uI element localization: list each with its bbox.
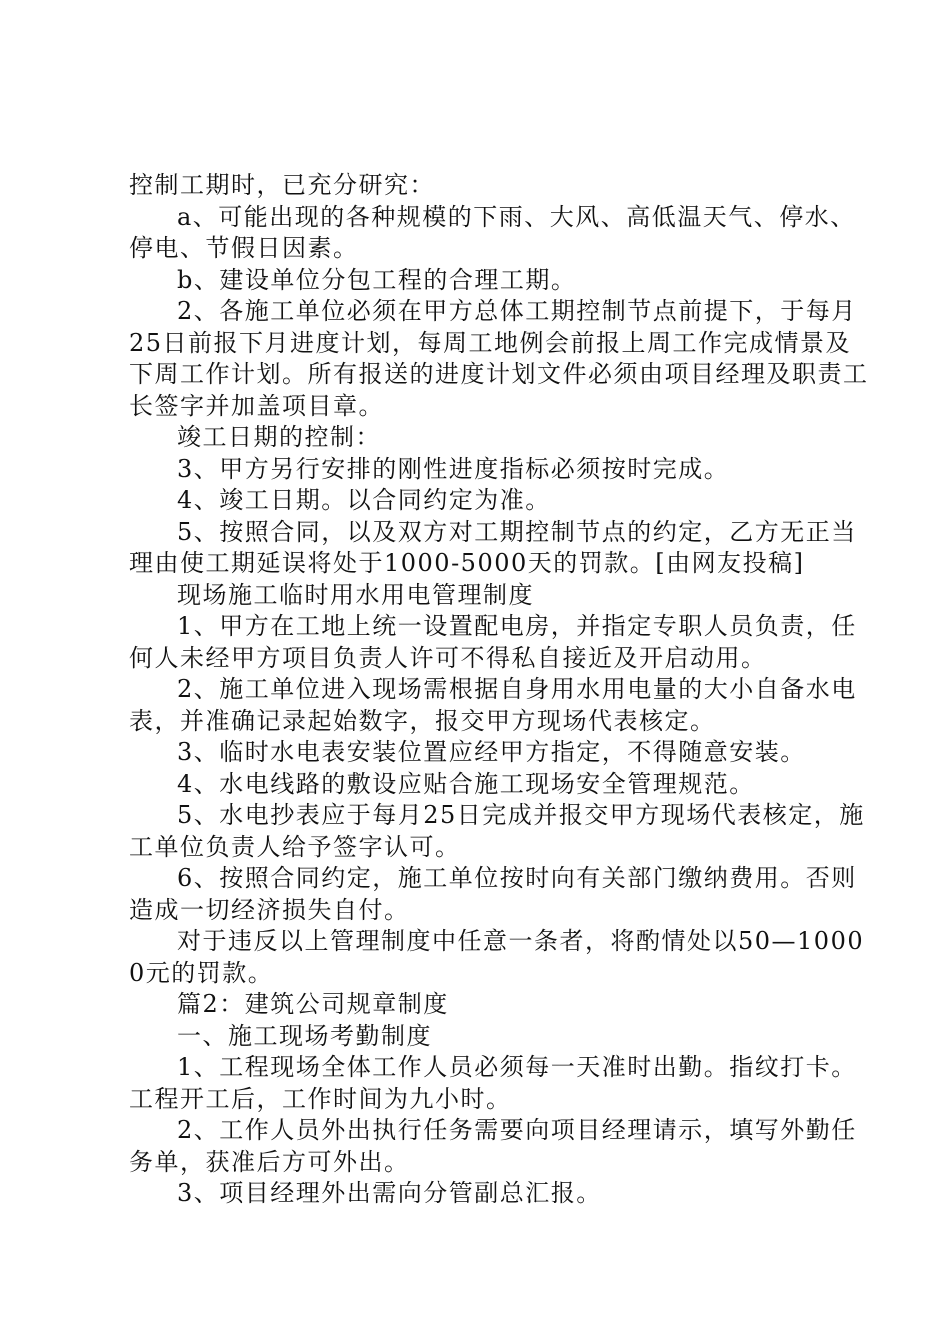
section-heading: 一、施工现场考勤制度 (177, 1021, 432, 1050)
paragraph: 5、按照合同，以及双方对工期控制节点的约定，乙方无正当理由使工期延误将处于1000-5000天的罚款。[由网友投稿] (129, 517, 857, 577)
paragraph: 2、工作人员外出执行任务需要向项目经理请示，填写外勤任务单，获准后方可外出。 (129, 1116, 857, 1176)
paragraph: 3、项目经理外出需向分管副总汇报。 (177, 1179, 602, 1207)
section-heading: 现场施工临时用水用电管理制度 (177, 580, 534, 609)
paragraph: 控制工期时，已充分研究： (129, 171, 435, 199)
paragraph: 对于违反以上管理制度中任意一条者，将酌情处以50—10000元的罚款。 (129, 927, 865, 987)
paragraph: 2、施工单位进入现场需根据自身用水用电量的大小自备水电表，并准确记录起始数字，报交甲方现场代表核定。 (129, 675, 857, 735)
chapter-heading: 篇2：建筑公司规章制度 (177, 990, 449, 1018)
paragraph: 3、甲方另行安排的刚性进度指标必须按时完成。 (177, 454, 730, 483)
paragraph: 4、竣工日期。以合同约定为准。 (177, 486, 551, 514)
paragraph: 2、各施工单位必须在甲方总体工期控制节点前提下，于每月25日前报下月进度计划，每周工地例会前报上周工作完成情景及下周工作计划。所有报送的进度计划文件必须由项目经理及职责工长签字并加盖项目章。 (129, 297, 869, 420)
document-body (129, 170, 869, 1210)
paragraph: 6、按照合同约定，施工单位按时向有关部门缴纳费用。否则造成一切经济损失自付。 (129, 864, 857, 924)
paragraph: 1、工程现场全体工作人员必须每一天准时出勤。指纹打卡。工程开工后，工作时间为九小时。 (129, 1053, 857, 1113)
paragraph: a、可能出现的各种规模的下雨、大风、高低温天气、停水、停电、节假日因素。 (129, 202, 856, 262)
paragraph: 4、水电线路的敷设应贴合施工现场安全管理规范。 (177, 769, 755, 798)
paragraph: 5、水电抄表应于每月25日完成并报交甲方现场代表核定，施工单位负责人给予签字认可。 (129, 801, 865, 861)
paragraph: 3、临时水电表安装位置应经甲方指定，不得随意安装。 (177, 738, 806, 766)
paragraph: b、建设单位分包工程的合理工期。 (177, 265, 577, 294)
paragraph: 1、甲方在工地上统一设置配电房，并指定专职人员负责，任何人未经甲方项目负责人许可不得私自接近及开启动用。 (129, 612, 857, 672)
section-heading: 竣工日期的控制： (177, 423, 381, 451)
